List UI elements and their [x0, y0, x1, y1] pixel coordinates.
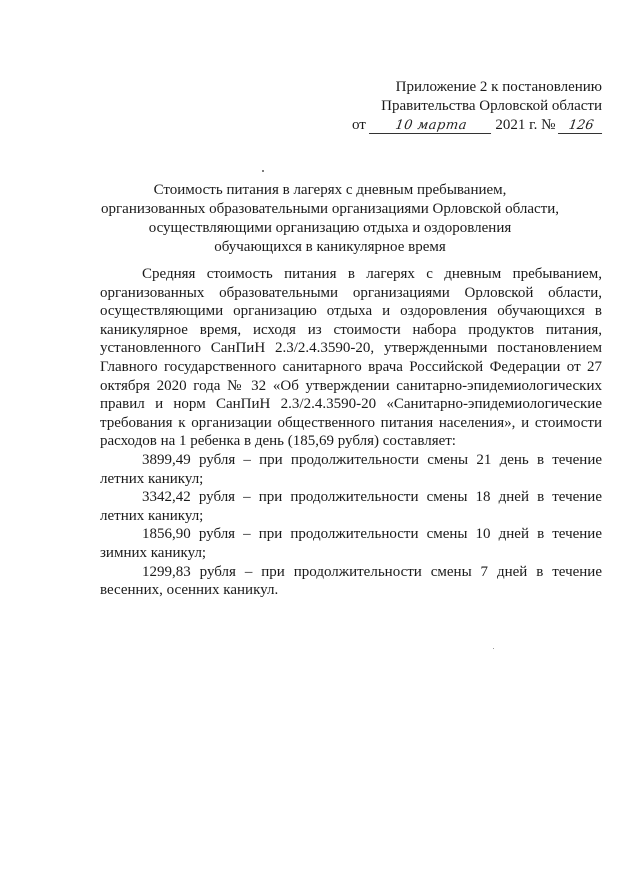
year-text: 2021 г. №	[495, 117, 556, 133]
title-line-4: обучающихся в каникулярное время	[214, 239, 446, 255]
intro-paragraph: Средняя стоимость питания в лагерях с дневным пребыванием, организованных образовательными организациями Орловской области, осуществляющими организацию отдыха и оздоровления обучающихся в каникулярное время, исходя из стоимости набора продуктов питания, установленного СанПиН 2.3/2.4.3590-20, утвержденными постановлением Главного государственного санитарного врача Российской Федерации от 27 октября 2020 года № 32 «Об утверждении санитарно-эпидемиологических правил и норм СанПиН 2.3/2.4.3590-20 «Санитарно-эпидемиологические требования к организации общественного питания населения», и стоимости расходов на 1 ребенка в день (185,69 рубля) составляет:	[100, 266, 602, 450]
appendix-line-1: Приложение 2 к постановлению	[395, 79, 602, 95]
handwritten-number: 126	[558, 119, 604, 134]
scan-dot	[262, 170, 264, 172]
handwritten-date: 10 марта	[369, 119, 493, 134]
appendix-date-line	[352, 116, 602, 135]
title-line-2: организованных образовательными организациями Орловской области,	[101, 201, 559, 217]
appendix-header	[352, 78, 602, 135]
cost-item-7-days: 1299,83 рубля – при продолжительности смены 7 дней в течение весенних, осенних каникул.	[100, 563, 602, 599]
scan-speck	[493, 648, 494, 649]
document-body	[100, 265, 602, 600]
cost-item-21-days: 3899,49 рубля – при продолжительности смены 21 день в течение летних каникул;	[100, 451, 602, 487]
title-line-1: Стоимость питания в лагерях с дневным пребыванием,	[153, 182, 507, 198]
document-title	[95, 181, 565, 257]
cost-item-10-days: 1856,90 рубля – при продолжительности смены 10 дней в течение зимних каникул;	[100, 526, 602, 561]
appendix-line-2: Правительства Орловской области	[381, 98, 602, 114]
cost-item-18-days: 3342,42 рубля – при продолжительности смены 18 дней в течение летних каникул;	[100, 489, 602, 524]
from-label: от	[352, 117, 366, 133]
title-line-3: осуществляющими организацию отдыха и оздоровления	[148, 220, 512, 236]
